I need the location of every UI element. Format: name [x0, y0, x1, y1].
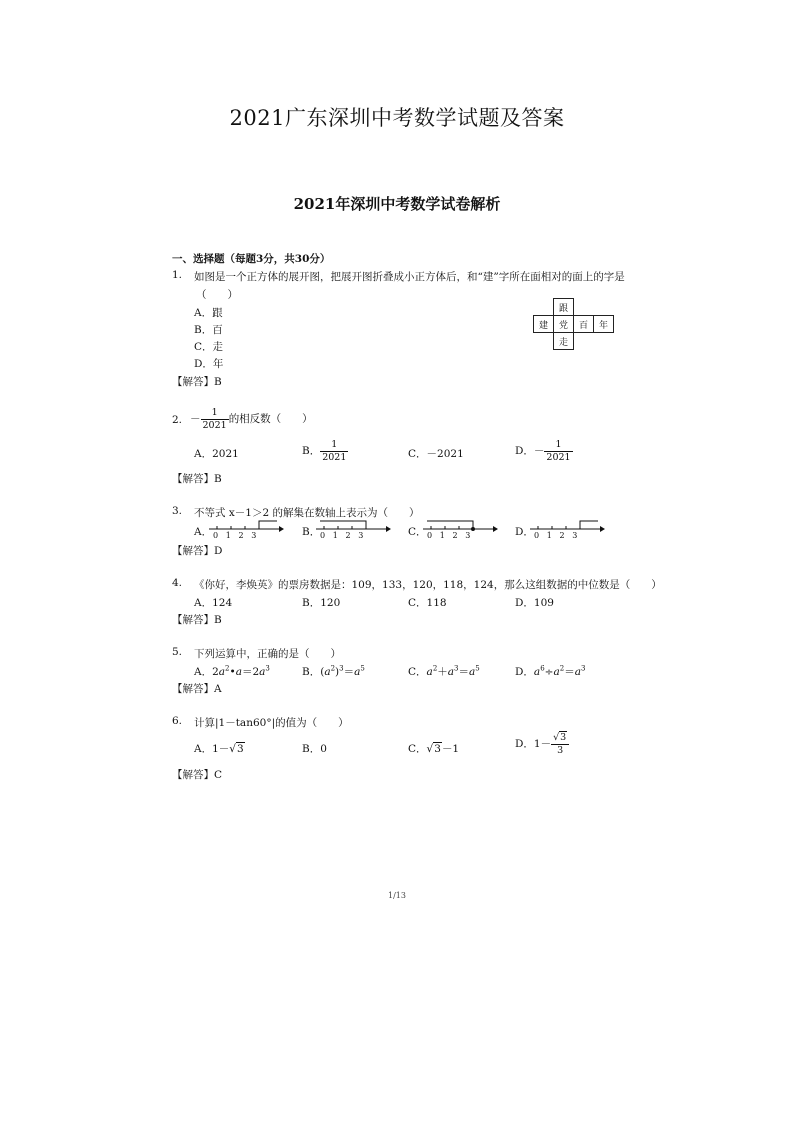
q6-d-denominator: 3 — [557, 744, 564, 756]
q4-option-b: B．120 — [302, 597, 341, 609]
q6-c-tail: －1 — [441, 743, 460, 755]
tick-label: 0 — [534, 531, 540, 540]
document-subtitle: 2021年深圳中考数学试卷解析 — [293, 195, 501, 213]
q1-option-a: A．跟 — [194, 307, 223, 319]
q2-d-denominator: 2021 — [546, 451, 571, 463]
tick-label: 2 — [345, 531, 351, 540]
tick-label: 0 — [427, 531, 433, 540]
net-face-3: 百 — [574, 316, 594, 333]
document-title: 2021广东深圳中考数学试题及答案 — [229, 106, 565, 130]
tick-label: 3 — [465, 531, 471, 540]
q3-option-d-label: D． — [515, 526, 534, 538]
q1-text: 如图是一个正方体的展开图，把展开图折叠成小正方体后，和“建”字所在面相对的面上的字是 — [194, 271, 625, 283]
tick-label: 3 — [251, 531, 257, 540]
q2-option-b — [302, 440, 348, 462]
net-face-1: 建 — [534, 316, 554, 333]
q2-stem — [190, 408, 313, 430]
q6-c-label: C． — [408, 743, 427, 755]
q3-c-ticks — [427, 531, 470, 540]
q6-option-d: D．1－ $\frac{√3}{3}$ — [515, 733, 569, 755]
q5-option-c: C．$a^2+a^3=a^5$ — [408, 664, 480, 678]
q2-option-c: C．－2021 — [408, 448, 464, 460]
q3-option-a-label: A． — [194, 526, 213, 538]
q1-option-c: C．走 — [194, 341, 224, 353]
q2-b-numerator: 1 — [320, 440, 348, 452]
q2-option-b-label: B． — [302, 445, 321, 457]
q4-option-c: C．118 — [408, 597, 447, 609]
q2-neg-sign: － — [190, 413, 201, 425]
q5-option-a: A．$2a^2•a=2a^3$ — [194, 664, 270, 678]
q4-text: 《你好，李焕英》的票房数据是：109，133，120，118，124，那么这组数据的中位数是（ ） — [194, 579, 662, 591]
q5-text: 下列运算中，正确的是（ ） — [194, 648, 341, 660]
tick-label: 2 — [238, 531, 244, 540]
q6-d-label: D．1－ — [515, 738, 552, 750]
tick-label: 1 — [332, 531, 338, 540]
q4-answer: 【解答】B — [172, 614, 222, 626]
tick-label: 1 — [546, 531, 552, 540]
q2-fraction — [201, 408, 229, 430]
q6-text: 计算|1－tan60°|的值为（ ） — [194, 717, 349, 729]
q3-a-ticks — [213, 531, 256, 540]
q3-option-c-label: C． — [408, 526, 427, 538]
q4-option-d: D．109 — [515, 597, 554, 609]
cube-net-figure — [533, 298, 614, 350]
q6-number: 6. — [172, 715, 183, 727]
q2-answer: 【解答】B — [172, 473, 222, 485]
tick-label: 1 — [225, 531, 231, 540]
section-heading: 一、选择题（每题3分，共30分） — [172, 253, 331, 265]
q6-d-radicand: 3 — [560, 732, 567, 743]
net-face-top: 跟 — [554, 299, 574, 316]
tick-label: 3 — [572, 531, 578, 540]
q4-number: 4. — [172, 577, 183, 589]
q2-option-d-label: D．－ — [515, 445, 545, 457]
net-face-2: 党 — [554, 316, 574, 333]
tick-label: 0 — [213, 531, 219, 540]
q1-option-d: D．年 — [194, 358, 224, 370]
page-number: 1/13 — [388, 891, 406, 900]
q4-option-a: A．124 — [194, 597, 233, 609]
q3-d-ticks — [534, 531, 577, 540]
q2-option-a: A．2021 — [194, 448, 239, 460]
tick-label: 3 — [358, 531, 364, 540]
q5-number: 5. — [172, 646, 183, 658]
tick-label: 1 — [439, 531, 445, 540]
q1-number: 1. — [172, 269, 183, 281]
q1-paren: （ ） — [196, 289, 238, 301]
q5-option-d: D．$a^6\div a^2=a^3$ — [515, 664, 586, 678]
q2-number: 2. — [172, 414, 183, 426]
q6-answer: 【解答】C — [172, 769, 223, 781]
q6-a-radicand: 3 — [236, 743, 244, 755]
q2-d-numerator: 1 — [544, 440, 572, 452]
tick-label: 0 — [320, 531, 326, 540]
q6-option-b: B．0 — [302, 743, 327, 755]
q2-option-d — [515, 440, 573, 462]
q3-number: 3. — [172, 505, 183, 517]
tick-label: 2 — [452, 531, 458, 540]
q2-frac-denominator: 2021 — [202, 419, 227, 431]
q1-answer: 【解答】B — [172, 376, 222, 388]
q5-option-b: B．$(a^2)^3=a^5$ — [302, 664, 365, 678]
net-face-bottom: 走 — [554, 333, 574, 350]
q6-a-label: A．1－ — [194, 743, 230, 755]
tick-label: 2 — [559, 531, 565, 540]
q2-frac-numerator: 1 — [201, 408, 229, 420]
q5-answer: 【解答】A — [172, 683, 222, 695]
q3-answer: 【解答】D — [172, 545, 223, 557]
q2-text: 的相反数（ ） — [228, 413, 313, 425]
q6-c-radicand: 3 — [434, 743, 441, 755]
q2-b-denominator: 2021 — [322, 451, 347, 463]
q6-option-c: C．√3－1 — [408, 743, 460, 755]
q3-option-b-label: B． — [302, 526, 321, 538]
q1-option-b: B．百 — [194, 324, 223, 336]
q3-b-ticks — [320, 531, 363, 540]
net-face-4: 年 — [594, 316, 614, 333]
q6-option-a: A．1－√3 — [194, 743, 244, 755]
q3-text: 不等式 x－1＞2 的解集在数轴上表示为（ ） — [194, 507, 420, 519]
